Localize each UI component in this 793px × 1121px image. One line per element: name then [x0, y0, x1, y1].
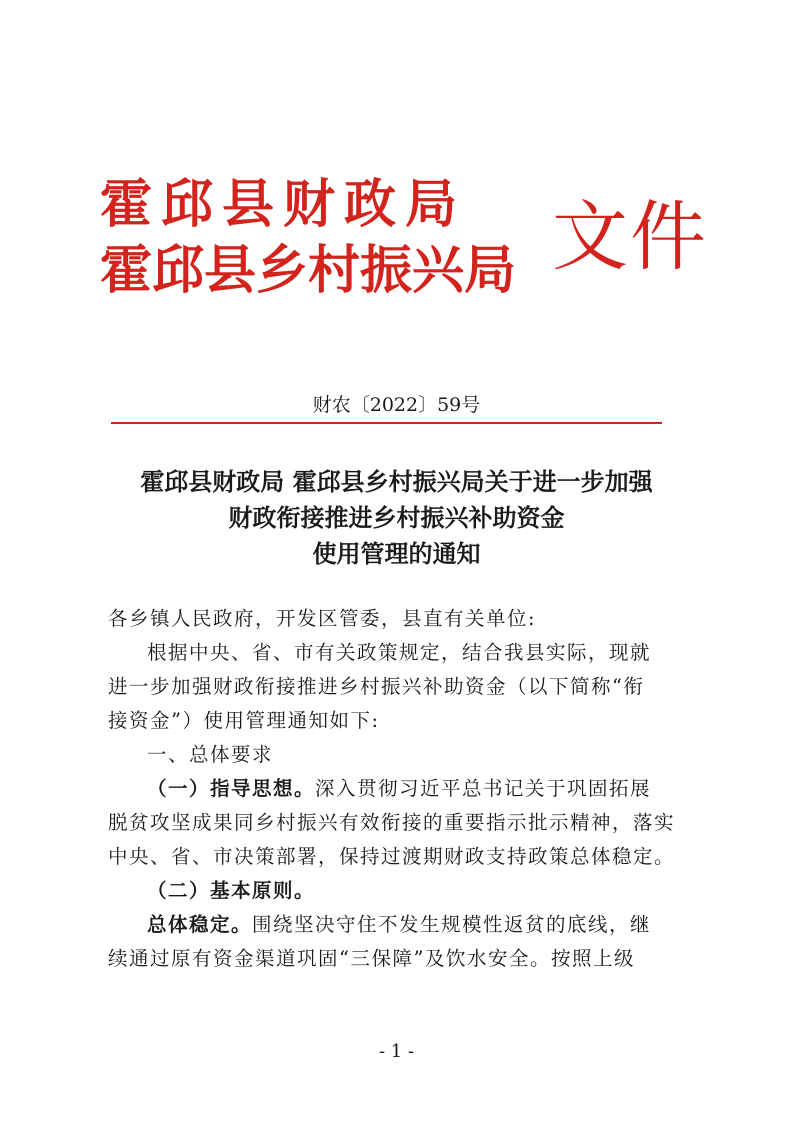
- intro-line-1: 根据中央、省、市有关政策规定，结合我县实际，现就: [147, 641, 652, 664]
- guiding-lead: （一）指导思想。: [147, 777, 316, 800]
- org-line-rural-revitalization-bureau: 霍邱县乡村振兴局: [100, 241, 517, 301]
- principles-heading: （二）基本原则。: [147, 879, 316, 902]
- guiding-line-2: 脱贫攻坚成果同乡村振兴有效衔接的重要指示批示精神，落实: [108, 811, 676, 834]
- stability-line-1-rest: 围绕坚决守住不发生规模性返贫的底线，继: [252, 913, 652, 936]
- document-type-label: 文件: [552, 192, 708, 281]
- guiding-line-1-rest: 深入贯彻习近平总书记关于巩固拓展: [315, 777, 652, 800]
- document-title: [60, 464, 733, 572]
- title-line-2: 财政衔接推进乡村振兴补助资金: [228, 504, 565, 532]
- issuing-organizations: [100, 172, 560, 304]
- title-line-1: 霍邱县财政局 霍邱县乡村振兴局关于进一步加强: [140, 468, 653, 496]
- title-line-3: 使用管理的通知: [312, 540, 481, 568]
- intro-line-3: 接资金”）使用管理通知如下:: [108, 709, 380, 732]
- section-1-heading: 一、总体要求: [147, 743, 274, 766]
- page-number: - 1 -: [378, 1041, 415, 1062]
- intro-line-2: 进一步加强财政衔接推进乡村振兴补助资金（以下简称“衔: [108, 675, 645, 698]
- guiding-paragraph: [108, 772, 668, 806]
- document-number: 财农〔2022〕59号: [312, 394, 481, 416]
- addressee: 各乡镇人民政府，开发区管委，县直有关单位:: [108, 607, 537, 630]
- org-line-finance-bureau: 霍邱县财政局: [100, 175, 467, 235]
- document-body: [108, 602, 676, 976]
- stability-paragraph: [108, 908, 668, 942]
- stability-lead: 总体稳定。: [147, 913, 253, 936]
- stability-line-2: 续通过原有资金渠道巩固“三保障”及饮水安全。按照上级: [108, 947, 635, 970]
- guiding-line-3: 中央、省、市决策部署，保持过渡期财政支持政策总体稳定。: [108, 845, 676, 868]
- red-separator-line: [111, 422, 662, 424]
